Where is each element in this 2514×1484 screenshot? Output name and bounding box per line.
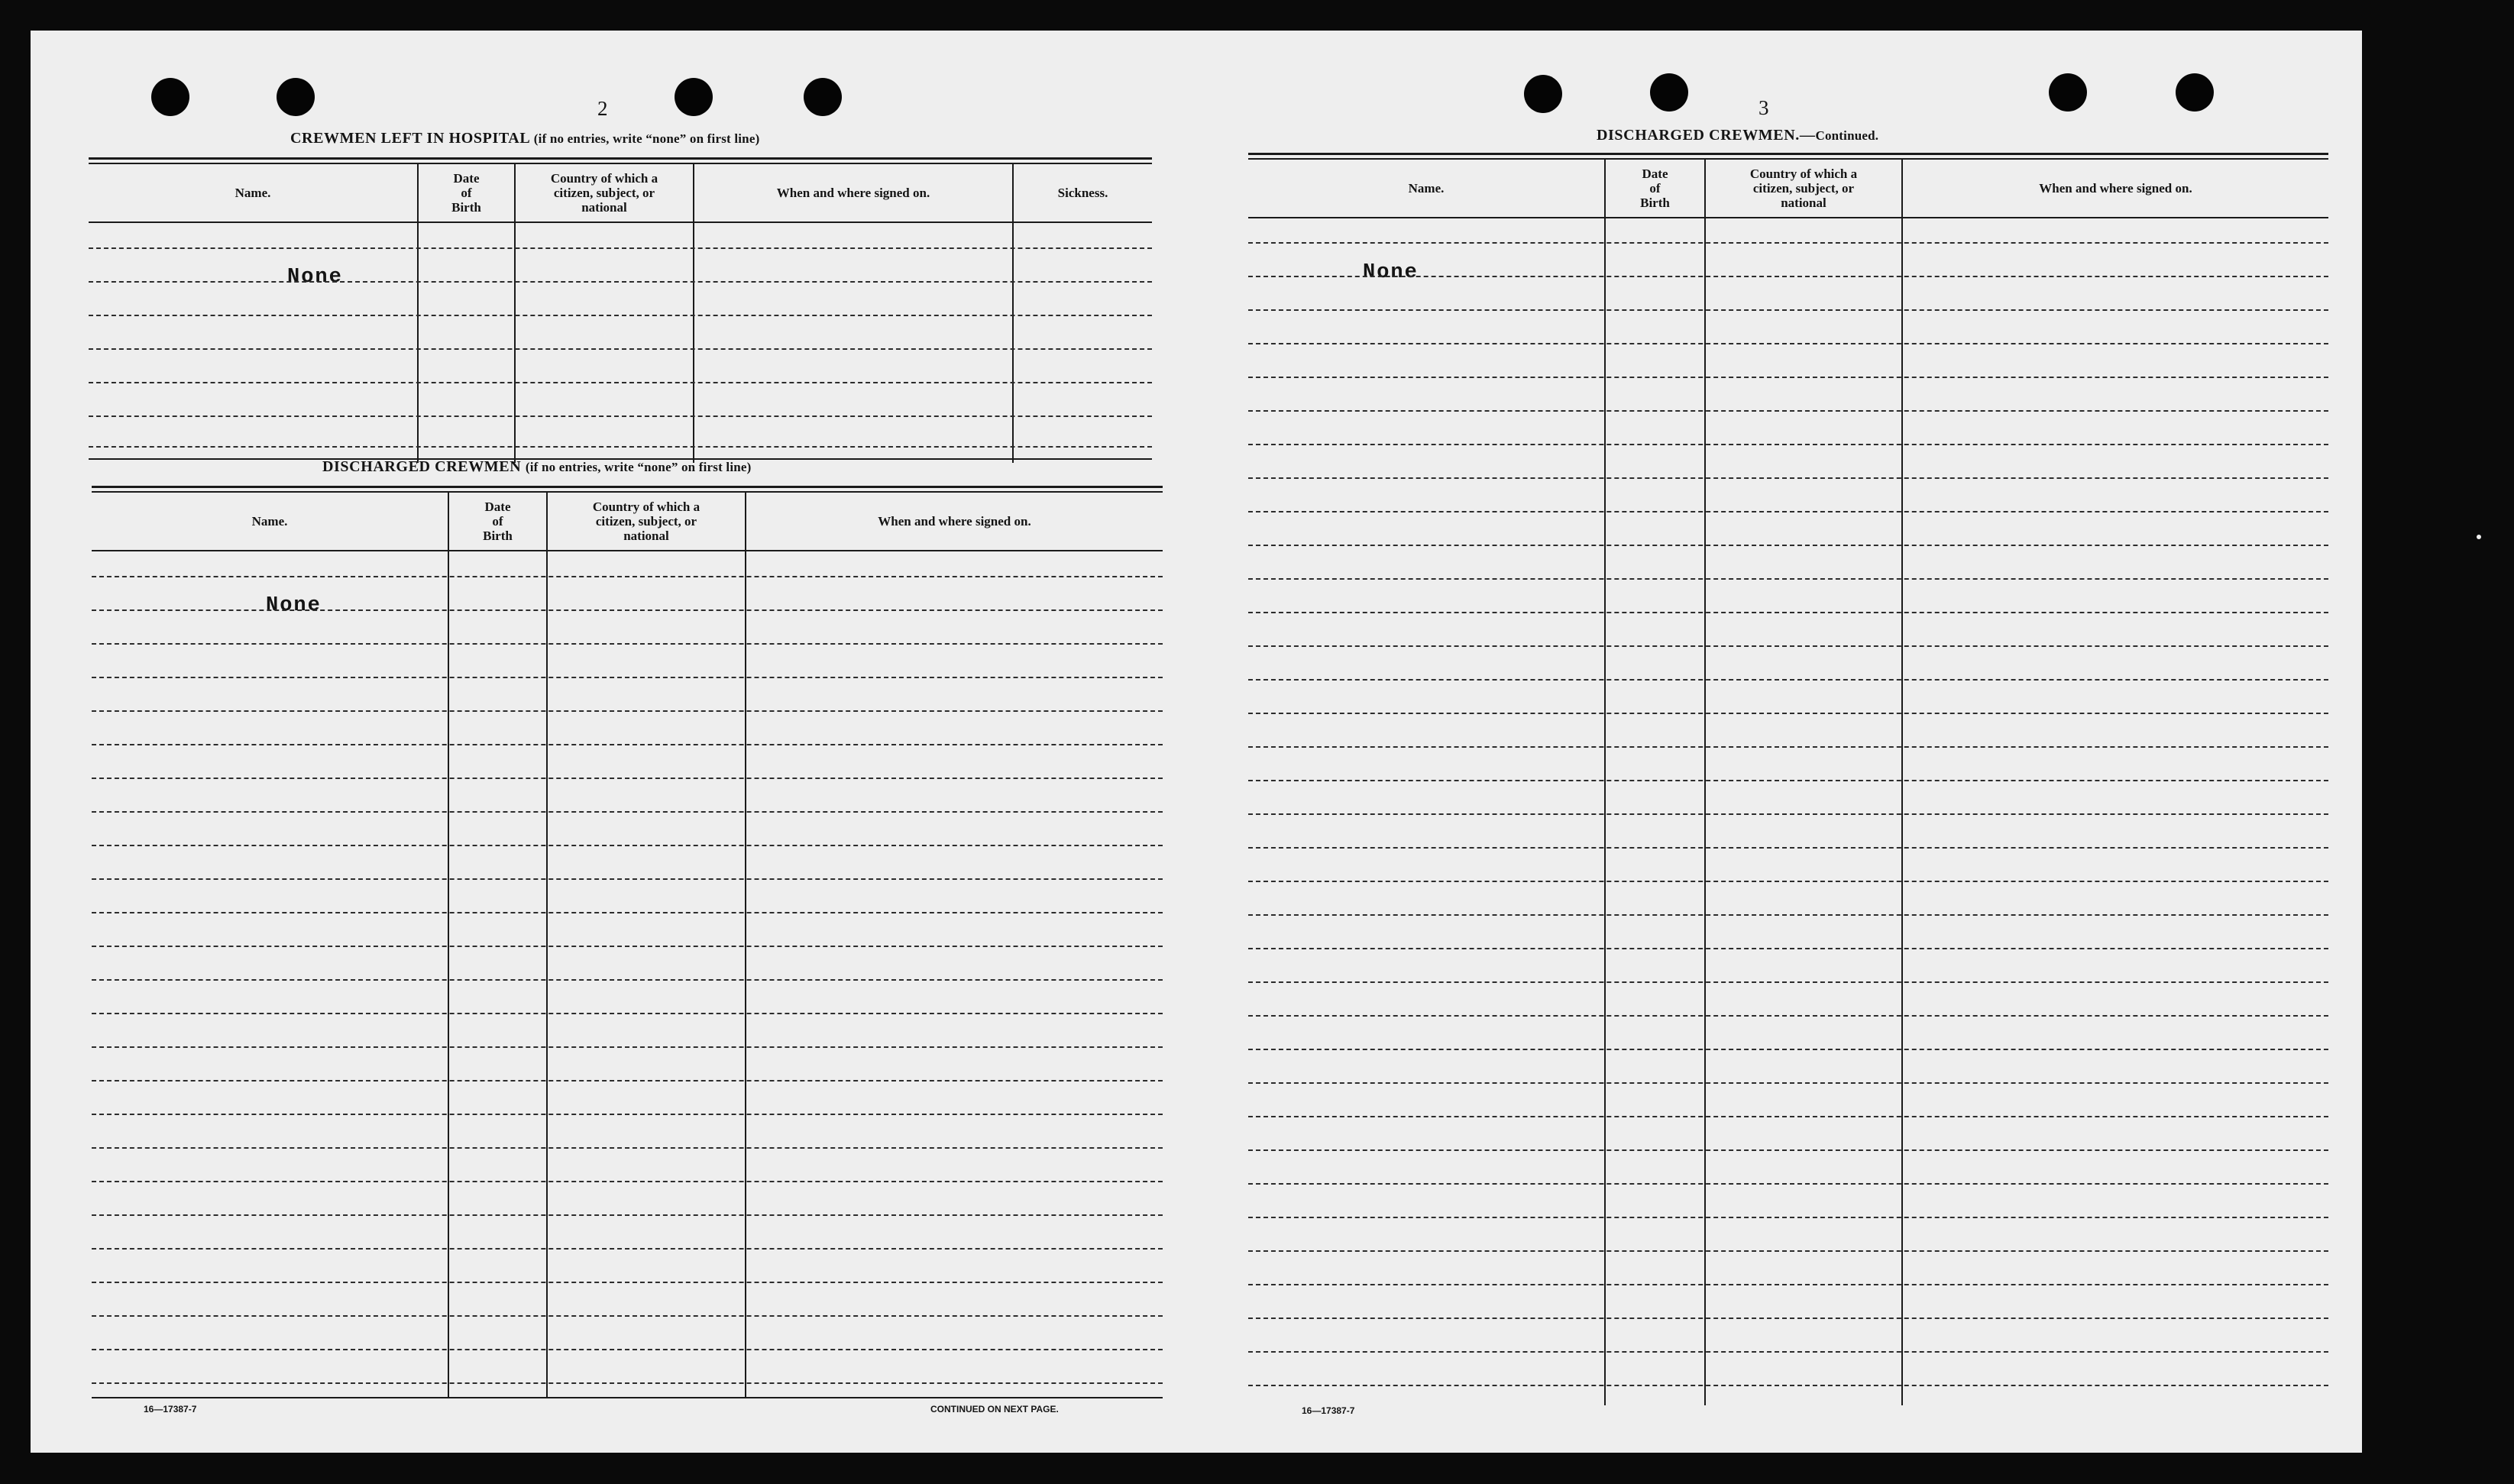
discharged-title-text: DISCHARGED CREWMEN (322, 458, 522, 475)
punch-hole (2176, 73, 2214, 112)
punch-hole (675, 78, 713, 116)
punch-hole (804, 78, 842, 116)
ruled-line (92, 1349, 1163, 1350)
discharged-table (92, 486, 1163, 1398)
col-header-name: Name. (251, 513, 288, 529)
ruled-line (1248, 1250, 2328, 1252)
ruled-line (1248, 444, 2328, 445)
punch-hole (277, 78, 315, 116)
ruled-line (92, 744, 1163, 745)
ruled-line (1248, 511, 2328, 512)
col-header-country: Country of which a citizen, subject, or national (550, 170, 658, 215)
ruled-line (1248, 1385, 2328, 1386)
punch-hole (1650, 73, 1688, 112)
ruled-line (1248, 713, 2328, 714)
ruled-line (92, 1013, 1163, 1014)
ruled-line (1248, 1183, 2328, 1185)
ruled-line (1248, 276, 2328, 277)
continued-note: CONTINUED ON NEXT PAGE. (930, 1404, 1059, 1414)
ruled-line (92, 677, 1163, 678)
ruled-line (92, 1315, 1163, 1317)
scanned-form-sheet (31, 31, 2362, 1453)
ruled-line (1248, 1015, 2328, 1017)
ruled-line (92, 1046, 1163, 1048)
ruled-line (92, 811, 1163, 813)
ruled-line (1248, 948, 2328, 949)
ruled-line (92, 778, 1163, 779)
ruled-line (92, 1214, 1163, 1216)
ruled-line (92, 1080, 1163, 1081)
page-number-right: 3 (1759, 96, 1769, 119)
discharged-entry-name: None (266, 594, 322, 617)
col-header-date-of-birth: Date of Birth (483, 499, 513, 543)
ruled-line (92, 1382, 1163, 1384)
ruled-line (1248, 377, 2328, 378)
ruled-line (92, 1147, 1163, 1149)
form-number-right: 16—17387-7 (1302, 1405, 1355, 1416)
ruled-line (1248, 1317, 2328, 1319)
col-header-signed-on: When and where signed on. (2039, 180, 2192, 196)
discharged-continued-table (1248, 153, 2328, 1405)
ruled-line (92, 878, 1163, 880)
ruled-line (1248, 1149, 2328, 1151)
form-number-left: 16—17387-7 (144, 1404, 197, 1414)
discharged-continued-title (1597, 127, 1878, 144)
ruled-line (1248, 1351, 2328, 1353)
col-header-date-of-birth: Date of Birth (1640, 166, 1670, 210)
ruled-line (1248, 645, 2328, 647)
col-header-sickness: Sickness. (1057, 185, 1108, 200)
ruled-line (92, 576, 1163, 577)
hospital-entry-name: None (287, 266, 343, 289)
ruled-line (1248, 1217, 2328, 1218)
punch-hole (2049, 73, 2087, 112)
ruled-line (1248, 981, 2328, 983)
hospital-section-title (290, 130, 759, 147)
ruled-line (92, 609, 1163, 611)
hospital-table (89, 157, 1152, 463)
ruled-line (1248, 881, 2328, 882)
ruled-line (92, 1181, 1163, 1182)
ruled-line (92, 1114, 1163, 1115)
ruled-line (1248, 1116, 2328, 1117)
ruled-line (92, 845, 1163, 846)
col-header-date-of-birth: Date of Birth (451, 170, 481, 215)
ruled-line (92, 643, 1163, 645)
col-header-name: Name. (1408, 180, 1445, 196)
col-header-signed-on: When and where signed on. (776, 185, 930, 200)
ruled-line (1248, 343, 2328, 344)
ruled-line (1248, 1049, 2328, 1050)
ruled-line (1248, 477, 2328, 479)
col-header-country: Country of which a citizen, subject, or national (592, 499, 700, 543)
ruled-line (1248, 612, 2328, 613)
ruled-line (92, 1282, 1163, 1283)
ruled-line (1248, 847, 2328, 849)
discharged-title-instruction: (if no entries, write “none” on first line) (525, 460, 752, 474)
ruled-line (1248, 780, 2328, 781)
ruled-line (1248, 309, 2328, 311)
col-header-signed-on: When and where signed on. (878, 513, 1031, 529)
discharged-section-title (322, 458, 752, 476)
punch-hole (1524, 75, 1562, 113)
hospital-title-instruction: (if no entries, write “none” on first line) (533, 131, 760, 146)
page-number-left: 2 (597, 97, 608, 120)
ruled-line (1248, 242, 2328, 244)
ruled-line (1248, 813, 2328, 815)
col-header-name: Name. (235, 185, 271, 200)
ruled-line (92, 912, 1163, 913)
continued-title-text: DISCHARGED CREWMEN.— (1597, 127, 1816, 144)
scan-speck (2477, 535, 2481, 539)
ruled-line (1248, 545, 2328, 546)
hospital-title-text: CREWMEN LEFT IN HOSPITAL (290, 130, 530, 147)
ruled-line (92, 979, 1163, 981)
continued-title-suffix: Continued. (1815, 128, 1879, 143)
ruled-line (1248, 679, 2328, 681)
ruled-line (1248, 746, 2328, 748)
ruled-line (1248, 914, 2328, 916)
ruled-line (92, 1248, 1163, 1250)
ruled-line (1248, 578, 2328, 580)
ruled-line (1248, 1284, 2328, 1285)
ruled-line (1248, 410, 2328, 412)
ruled-line (92, 946, 1163, 947)
ruled-line (1248, 1082, 2328, 1084)
ruled-line (92, 710, 1163, 712)
punch-hole (151, 78, 189, 116)
continued-entry-name: None (1363, 261, 1419, 284)
col-header-country: Country of which a citizen, subject, or national (1749, 166, 1858, 210)
